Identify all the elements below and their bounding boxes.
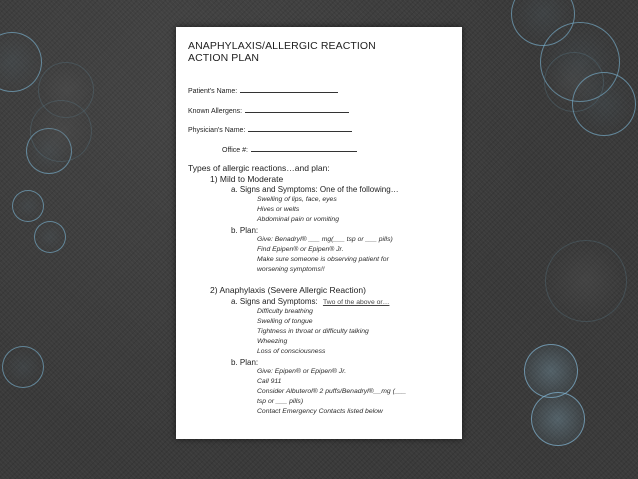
- severe-plan-item: Consider Albuterol® 2 puffs/Benadryl®__mg (___: [257, 388, 407, 395]
- decorative-bubble: [524, 344, 578, 398]
- mild-heading: 1) Mild to Moderate: [210, 174, 284, 184]
- decorative-bubble: [545, 240, 627, 322]
- known-allergens-blank: [245, 105, 349, 113]
- severe-sign-item: Loss of consciousness: [257, 348, 326, 355]
- severe-plan-item: Contact Emergency Contacts listed below: [257, 408, 383, 415]
- decorative-bubble: [2, 346, 44, 388]
- decorative-bubble: [34, 221, 66, 253]
- severe-signs-line: [231, 297, 389, 306]
- document-title-line-1: ANAPHYLAXIS/ALLERGIC REACTION: [188, 40, 376, 52]
- mild-sign-item: Hives or welts: [257, 206, 300, 213]
- physician-name-blank: [248, 124, 352, 132]
- patient-name-label: Patient's Name:: [188, 88, 238, 95]
- decorative-bubble: [12, 190, 44, 222]
- severe-plan-item: tsp or ___ pills): [257, 398, 304, 405]
- decorative-bubble: [572, 72, 636, 136]
- types-heading: Types of allergic reactions…and plan:: [188, 163, 330, 173]
- mild-plan-item: Give: Benadryl® ___ mg(___ tsp or ___ pills): [257, 236, 393, 243]
- known-allergens-label: Known Allergens:: [188, 108, 243, 115]
- severe-sign-item: Tightness in throat or difficulty talking: [257, 328, 369, 335]
- document-title-line-2: ACTION PLAN: [188, 52, 260, 64]
- mild-plan-heading: b. Plan:: [231, 226, 259, 235]
- physician-name-label: Physician's Name:: [188, 127, 246, 134]
- severe-plan-item: Give: Epipen® or Epipen® Jr.: [257, 368, 347, 375]
- mild-sign-item: Abdominal pain or vomiting: [257, 216, 339, 223]
- decorative-bubble: [30, 100, 92, 162]
- mild-sign-item: Swelling of lips, face, eyes: [257, 196, 337, 203]
- action-plan-document: [176, 27, 462, 439]
- decorative-bubble: [531, 392, 585, 446]
- severe-signs-heading: a. Signs and Symptoms:: [231, 297, 318, 306]
- office-number-blank: [251, 144, 357, 152]
- mild-signs-heading: a. Signs and Symptoms: One of the following…: [231, 185, 399, 194]
- patient-name-blank: [240, 85, 338, 93]
- severe-signs-suffix: Two of the above or…: [322, 299, 390, 306]
- severe-sign-item: Difficulty breathing: [257, 308, 313, 315]
- severe-heading: 2) Anaphylaxis (Severe Allergic Reaction): [210, 285, 366, 295]
- office-number-field: [222, 144, 357, 154]
- mild-plan-item: worsening symptoms!!: [257, 266, 325, 273]
- known-allergens-field: [188, 105, 349, 115]
- severe-sign-item: Wheezing: [257, 338, 288, 345]
- mild-plan-item: Make sure someone is observing patient for: [257, 256, 389, 263]
- severe-plan-heading: b. Plan:: [231, 358, 259, 367]
- severe-sign-item: Swelling of tongue: [257, 318, 313, 325]
- office-number-label: Office #:: [222, 147, 248, 154]
- patient-name-field: [188, 85, 338, 95]
- physician-name-field: [188, 124, 352, 134]
- severe-plan-item: Call 911: [257, 378, 282, 385]
- mild-plan-item: Find Epipen® or Epipen® Jr.: [257, 246, 344, 253]
- decorative-bubble: [0, 32, 42, 92]
